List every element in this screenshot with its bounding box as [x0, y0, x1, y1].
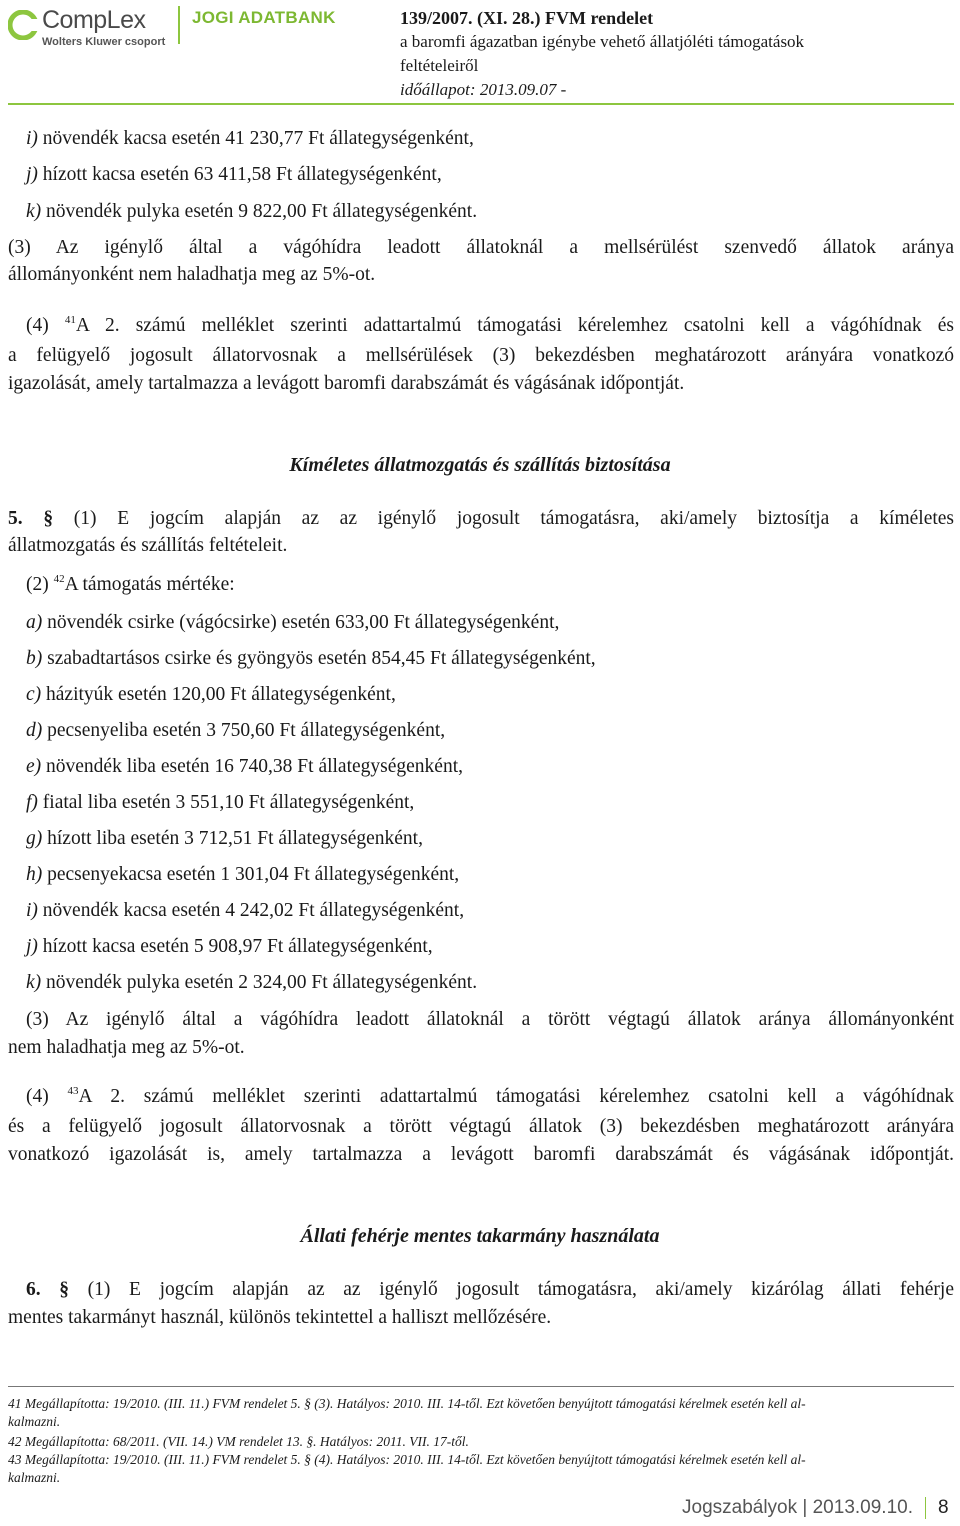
footnote-ref-43: 43	[67, 1085, 79, 1097]
list-item: j) hízott kacsa esetén 5 908,97 Ft állategységenként,	[26, 936, 433, 957]
complex-logo-icon	[8, 10, 38, 40]
list-item: b) szabadtartásos csirke és gyöngyös esetén 854,45 Ft állategységenként,	[26, 648, 596, 669]
section-5-para2: (2) $^{42}$A támogatás mértéke:	[26, 573, 235, 595]
section-5-para4-line2: és a felügyelő jogosult állatorvosnak a törött végtagú állatok (3) bekezdésben meghatározott arányára	[8, 1116, 954, 1137]
footnote-43: 43 Megállapította: 19/2010. (III. 11.) FVM rendelet 5. § (4). Hatályos: 2010. III. 14-től. Ezt követően benyújtott támogatási kérelmek esetén kell al-	[8, 1452, 806, 1467]
footnote-rule	[8, 1386, 954, 1387]
footnote-42: 42 Megállapította: 68/2011. (VII. 14.) VM rendelet 13. §. Hatályos: 2011. VII. 17-től.	[8, 1434, 469, 1449]
list-item: i) növendék kacsa esetén 41 230,77 Ft állategységenként,	[26, 128, 474, 149]
list-item: d) pecsenyeliba esetén 3 750,60 Ft állategységenként,	[26, 720, 446, 741]
section-6-line1: 6. § (1) E jogcím alapján az az igénylő jogosult támogatásra, aki/amely kizárólag állati fehérje	[26, 1279, 955, 1300]
list-item: i) növendék kacsa esetén 4 242,02 Ft állategységenként,	[26, 900, 465, 921]
complex-logo-subtitle: Wolters Kluwer csoport	[42, 36, 166, 48]
footer-source: Jogszabályok | 2013.09.10.	[682, 1497, 913, 1519]
list-item: k) növendék pulyka esetén 9 822,00 Ft állategységenként.	[26, 201, 478, 222]
list-item: f) fiatal liba esetén 3 551,10 Ft állategységenként,	[26, 792, 415, 813]
paragraph-3-line2: állományonként nem haladhatja meg az 5%-ot.	[8, 264, 376, 285]
list-item: c) házityúk esetén 120,00 Ft állategységenként,	[26, 684, 396, 705]
section-5-para3-line1: (3) Az igénylő által a vágóhídra leadott állatoknál a törött végtagú állatok aránya állományonként	[26, 1009, 954, 1030]
list-item: k) növendék pulyka esetén 2 324,00 Ft állategységenként.	[26, 972, 478, 993]
section-5-line1: 5. § (1) E jogcím alapján az az igénylő jogosult támogatásra, aki/amely biztosítja a kíméletes	[8, 508, 955, 529]
document-title: 139/2007. (XI. 28.) FVM rendelet	[400, 8, 654, 28]
section-5-line2: állatmozgatás és szállítás feltételeit.	[8, 535, 288, 556]
footnote-41: 41 Megállapította: 19/2010. (III. 11.) FVM rendelet 5. § (3). Hatályos: 2010. III. 14-től. Ezt követően benyújtott támogatási kérelmek esetén kell al-	[8, 1396, 806, 1411]
footnote-43-cont: kalmazni.	[8, 1470, 61, 1485]
list-item: j) hízott kacsa esetén 63 411,58 Ft állategységenként,	[26, 164, 442, 185]
section-6-number: 6. §	[26, 1279, 70, 1300]
list-item: h) pecsenyekacsa esetén 1 301,04 Ft állategységenként,	[26, 864, 460, 885]
footnote-ref-42: 42	[53, 573, 65, 585]
footer-divider	[925, 1497, 926, 1519]
list-item: a) növendék csirke (vágócsirke) esetén 633,00 Ft állategységenként,	[26, 612, 560, 633]
document-state	[400, 78, 804, 102]
complex-logo-name: CompLex	[42, 6, 146, 34]
section-5-para4-line3: vonatkozó igazolását is, amely tartalmazza a levágott baromfi darabszámát és vágásának időpontját.	[8, 1144, 954, 1165]
complex-logo	[8, 6, 168, 50]
section-5-para3-line2: nem haladhatja meg az 5%-ot.	[8, 1037, 245, 1058]
document-header	[400, 6, 804, 102]
paragraph-4-line2: a felügyelő jogosult állatorvosnak a mellsérülések (3) bekezdésben meghatározott arányára vonatkozó	[8, 345, 954, 366]
section-heading-kimeletes: Kíméletes állatmozgatás és szállítás biztosítása	[289, 454, 671, 476]
logo-divider	[178, 6, 180, 44]
footnote-41-cont: kalmazni.	[8, 1414, 61, 1429]
header-rule	[8, 103, 954, 105]
page-number: 8	[938, 1497, 949, 1519]
section-5-number: 5. §	[8, 508, 54, 529]
document-subtitle-line1: a baromfi ágazatban igénybe vehető állatjóléti támogatások	[400, 32, 805, 51]
jogi-adatbank-logo: JOGI ADATBANK	[192, 8, 336, 27]
section-6-line2: mentes takarmányt használ, különös tekintettel a halliszt mellőzésére.	[8, 1307, 552, 1328]
list-item: e) növendék liba esetén 16 740,38 Ft állategységenként,	[26, 756, 464, 777]
footnote-ref-41: 41	[64, 314, 76, 326]
paragraph-4-line1: (4) $^{41}$A 2. számú melléklet szerinti adattartalmú támogatási kérelemhez csatolni kell a vágóhídnak és	[26, 314, 955, 336]
section-5-para4-line1: (4) $^{43}$A 2. számú melléklet szerinti adattartalmú támogatási kérelemhez csatolni kell a vágóhídnak	[26, 1085, 954, 1107]
paragraph-4-line3: igazolását, amely tartalmazza a levágott baromfi darabszámát és vágásának időpontját.	[8, 373, 685, 394]
document-subtitle-line2: feltételeiről	[400, 56, 479, 75]
page-footer	[682, 1497, 949, 1519]
state-label: időállapot:	[400, 80, 476, 99]
list-item: g) hízott liba esetén 3 712,51 Ft állategységenként,	[26, 828, 423, 849]
section-heading-allati-feherje: Állati fehérje mentes takarmány használata	[300, 1225, 660, 1247]
state-value: 2013.09.07 -	[479, 80, 567, 99]
paragraph-3-line1: (3) Az igénylő által a vágóhídra leadott állatoknál a mellsérülést szenvedő állatok aránya	[8, 237, 954, 258]
